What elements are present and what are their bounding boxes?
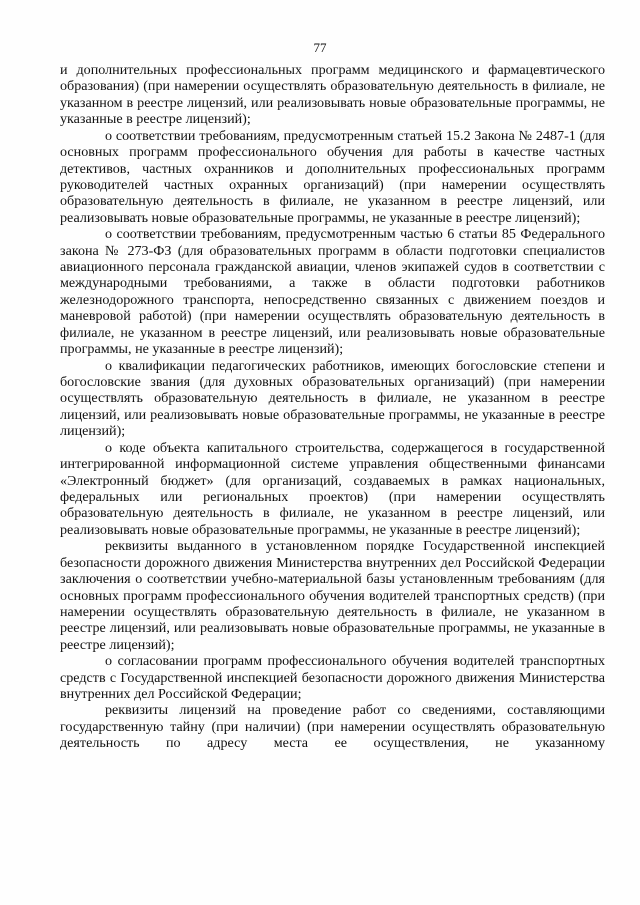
document-body bbox=[60, 62, 605, 752]
page-number: 77 bbox=[313, 40, 327, 55]
paragraph-private-security-requirements: о соответствии требованиям, предусмотренным статьей 15.2 Закона № 2487-1 (для основных программ профессионального обучения для работы в качестве частных детективов, частных охранников и дополнительных профессиональных программ руководителей частных охранных организаций) (при намерении осуществлять образовательную деятельность в филиале, не указанном в реестре лицензий, или реализовывать новые образовательные программы, не указанные в реестре лицензий); bbox=[60, 127, 605, 226]
paragraph-state-secret-licenses: реквизиты лицензий на проведение работ со сведениями, составляющими государственную тайну (при наличии) (при намерении осуществлять образовательную деятельность по адресу места ее осуществления, не указанному bbox=[60, 702, 605, 752]
paragraph-driver-training-approval: о согласовании программ профессионального обучения водителей транспортных средств с Государственной инспекцией безопасности дорожного движения Министерства внутренних дел Российской Федерации; bbox=[60, 653, 605, 703]
paragraph-aviation-railway-requirements: о соответствии требованиям, предусмотренным частью 6 статьи 85 Федерального закона № 273-ФЗ (для образовательных программ в области подготовки специалистов авиационного персонала гражданской авиации, членов экипажей судов в соответствии с международными требованиями, а также в области подготовки работников железнодорожного транспорта, непосредственно связанных с движением поездов и маневровой работой) (при намерении осуществлять образовательную деятельность в филиале, не указанном в реестре лицензий, или реализовывать новые образовательные программы, не указанные в реестре лицензий); bbox=[60, 226, 605, 358]
paragraph-theological-staff-qualification: о квалификации педагогических работников, имеющих богословские степени и богословские звания (для духовных образовательных организаций) (при намерении осуществлять образовательную деятельность в филиале, не указанном в реестре лицензий, или реализовывать новые образовательные программы, не указанные в реестре лицензий); bbox=[60, 357, 605, 440]
paragraph-continuation: и дополнительных профессиональных программ медицинского и фармацевтического образования) (при намерении осуществлять образовательную деятельность в филиале, не указанном в реестре лицензий, или реализовывать новые образовательные программы, не указанные в реестре лицензий); bbox=[60, 62, 605, 128]
paragraph-traffic-police-conclusion: реквизиты выданного в установленном порядке Государственной инспекцией безопасности дорожного движения Министерства внутренних дел Российской Федерации заключения о соответствии учебно-материальной базы установленным требованиям (для основных программ профессионального обучения водителей транспортных средств) (при намерении осуществлять образовательную деятельность в филиале, не указанном в реестре лицензий, или реализовывать новые образовательные программы, не указанные в реестре лицензий); bbox=[60, 538, 605, 653]
paragraph-capital-construction-code: о коде объекта капитального строительства, содержащегося в государственной интегрированной информационной системе управления общественными финансами «Электронный бюджет» (для организаций, создаваемых в рамках национальных, федеральных или региональных проектов) (при намерении осуществлять образовательную деятельность в филиале, не указанном в реестре лицензий, или реализовывать новые образовательные программы, не указанные в реестре лицензий); bbox=[60, 439, 605, 538]
